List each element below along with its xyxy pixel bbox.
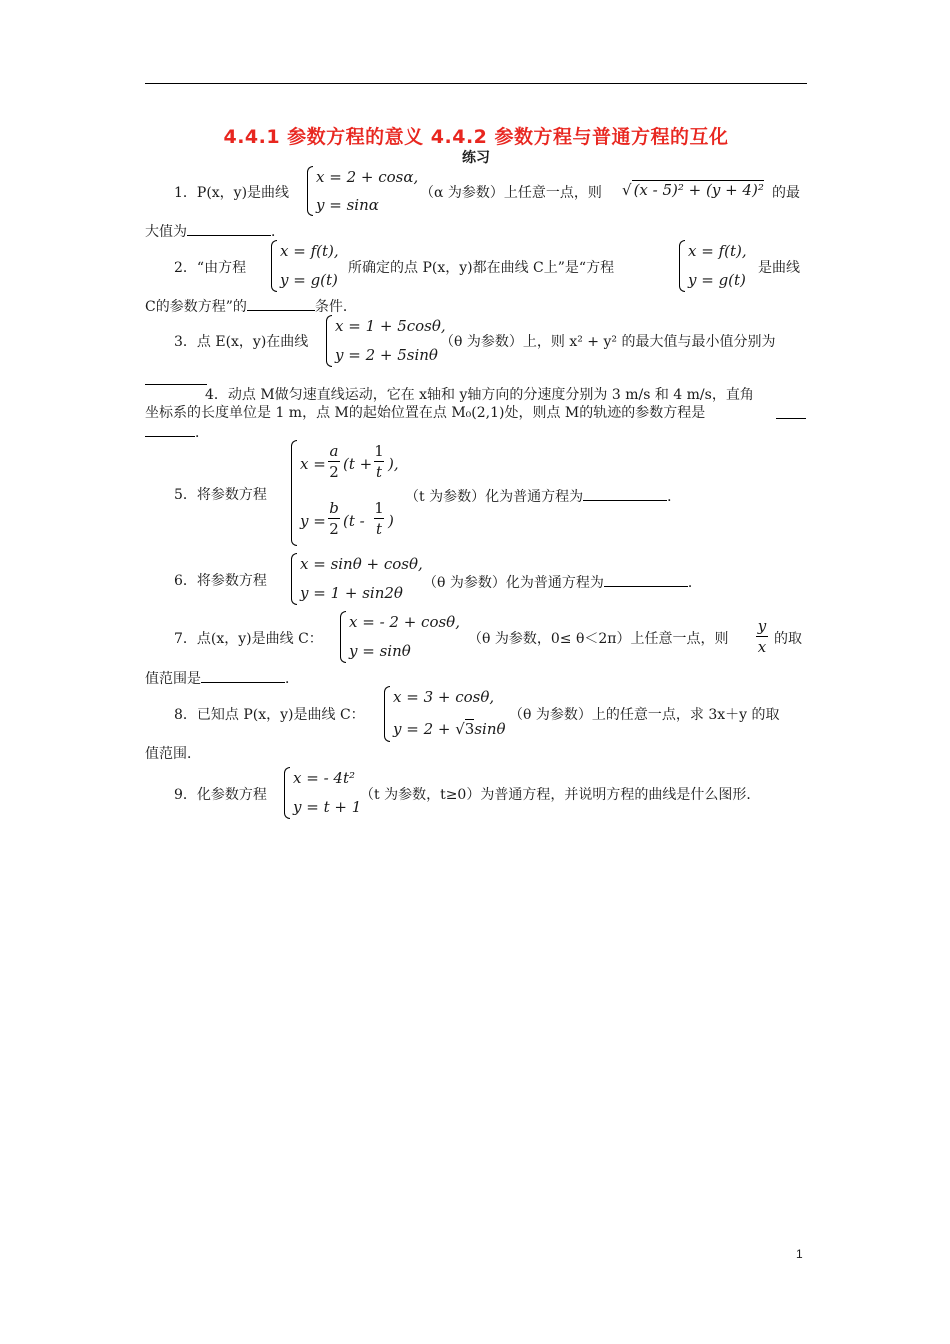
q2-line2: C的参数方程”的 条件． [145, 296, 357, 316]
q5-x-lhs: x = [300, 455, 326, 473]
page-subtitle: 练习 [462, 150, 490, 166]
q2-eq3: x = f(t), [688, 242, 747, 260]
q4-line2: 坐标系的长度单位是 1 m，点 M的起始位置在点 M₀(2,1)处，则点 M的轨迹的参数方程是 [145, 405, 706, 421]
q5-x-frac: a 2 [329, 442, 339, 481]
q5-answer-blank[interactable] [583, 486, 667, 501]
q2-mid: 所确定的点 P(x，y)都在曲线 C上”是“方程 [348, 260, 615, 276]
q3-brace [326, 315, 332, 367]
q7-tail: 的取 [774, 631, 802, 647]
q4-line3: ． [145, 422, 209, 442]
q7-lead: 7．点(x，y)是曲线 C： [174, 631, 323, 647]
q7-mid: （θ 为参数，0≤ θ＜2π）上任意一点，则 [468, 631, 729, 647]
q5-x-inner-frac: 1 t [374, 442, 384, 481]
q6-tail: （θ 为参数）化为普通方程为 ． [423, 572, 702, 592]
q1-brace [307, 166, 313, 216]
q5-y-close: ) [388, 512, 394, 530]
q2-eq1: x = f(t), [280, 242, 339, 260]
q4-line1: 4．动点 M做匀速直线运动，它在 x轴和 y轴方向的分速度分别为 3 m/s 和 4 m/s，直角 [205, 387, 754, 403]
q8-eq1: x = 3 + cosθ, [393, 688, 495, 706]
q5-y-frac: b 2 [329, 499, 339, 538]
q9-eq1: x = - 4t² [293, 769, 355, 787]
page-title: 4.4.1 参数方程的意义 4.4.2 参数方程与普通方程的互化 [223, 126, 729, 148]
q3-eq1: x = 1 + 5cosθ, [335, 317, 446, 335]
q8-tail: （θ 为参数）上的任意一点，求 3x＋y 的取 [509, 707, 780, 723]
q8-eq2: y = 2 + √3sinθ [393, 720, 506, 738]
q7-frac: y x [757, 617, 767, 656]
q2-brace-1 [271, 240, 277, 292]
q1-lead: 1．P(x，y)是曲线 [174, 185, 290, 201]
q1-mid: （α 为参数）上任意一点，则 [420, 185, 602, 201]
q7-line2: 值范围是 ． [145, 668, 299, 688]
q6-lead: 6．将参数方程 [174, 573, 267, 589]
q1-tail: 的最 [772, 185, 800, 201]
q9-lead: 9．化参数方程 [174, 787, 267, 803]
q2-eq2: y = g(t) [280, 271, 338, 289]
q9-brace [284, 767, 290, 819]
q7-answer-blank[interactable] [201, 668, 285, 683]
q5-tail: （t 为参数）化为普通方程为 ． [405, 486, 681, 506]
q9-tail: （t 为参数，t≥0）为普通方程，并说明方程的曲线是什么图形． [360, 787, 761, 803]
q8-lead: 8．已知点 P(x，y)是曲线 C： [174, 707, 365, 723]
q7-eq2: y = sinθ [349, 642, 411, 660]
q4-answer-blank-b[interactable] [145, 422, 195, 437]
q7-brace [340, 611, 346, 663]
q2-brace-2 [679, 240, 685, 292]
header-rule [145, 83, 807, 84]
q5-y-lhs: y = [300, 512, 326, 530]
q3-eq2: y = 2 + 5sinθ [335, 346, 438, 364]
q6-eq1: x = sinθ + cosθ, [300, 555, 423, 573]
q5-brace [291, 440, 297, 546]
q3-lead: 3．点 E(x，y)在曲线 [174, 334, 309, 350]
q5-y-paren: (t - [343, 512, 365, 530]
q2-tail: 是曲线 [758, 260, 800, 276]
q6-answer-blank[interactable] [604, 572, 688, 587]
q4-answer-blank-a[interactable] [776, 404, 806, 419]
q1-sqrt: √ (x - 5)² + (y + 4)² [622, 181, 764, 199]
q1-answer-blank[interactable] [187, 221, 271, 236]
q8-line2: 值范围． [145, 746, 201, 762]
page-number: 1 [796, 1247, 803, 1261]
q3-answer-blank[interactable] [145, 370, 207, 385]
q1-eq1: x = 2 + cosα, [316, 168, 419, 186]
q5-lead: 5．将参数方程 [174, 487, 267, 503]
q8-brace [384, 686, 390, 742]
q6-brace [291, 553, 297, 605]
q9-eq2: y = t + 1 [293, 798, 362, 816]
q6-eq2: y = 1 + sin2θ [300, 584, 403, 602]
q5-x-paren: (t + [343, 455, 373, 473]
q2-lead: 2．“由方程 [174, 260, 247, 276]
q5-y-inner-frac: 1 t [374, 499, 384, 538]
q2-answer-blank[interactable] [247, 296, 315, 311]
q3-tail: （θ 为参数）上，则 x² + y² 的最大值与最小值分别为 [440, 334, 776, 350]
q1-eq2: y = sinα [316, 196, 379, 214]
q7-eq1: x = - 2 + cosθ, [349, 613, 460, 631]
q5-x-close: ), [388, 455, 399, 473]
q2-eq4: y = g(t) [688, 271, 746, 289]
q1-sqrt-radicand: (x - 5)² + (y + 4)² [633, 181, 764, 199]
q1-line2: 大值为 ． [145, 221, 285, 241]
